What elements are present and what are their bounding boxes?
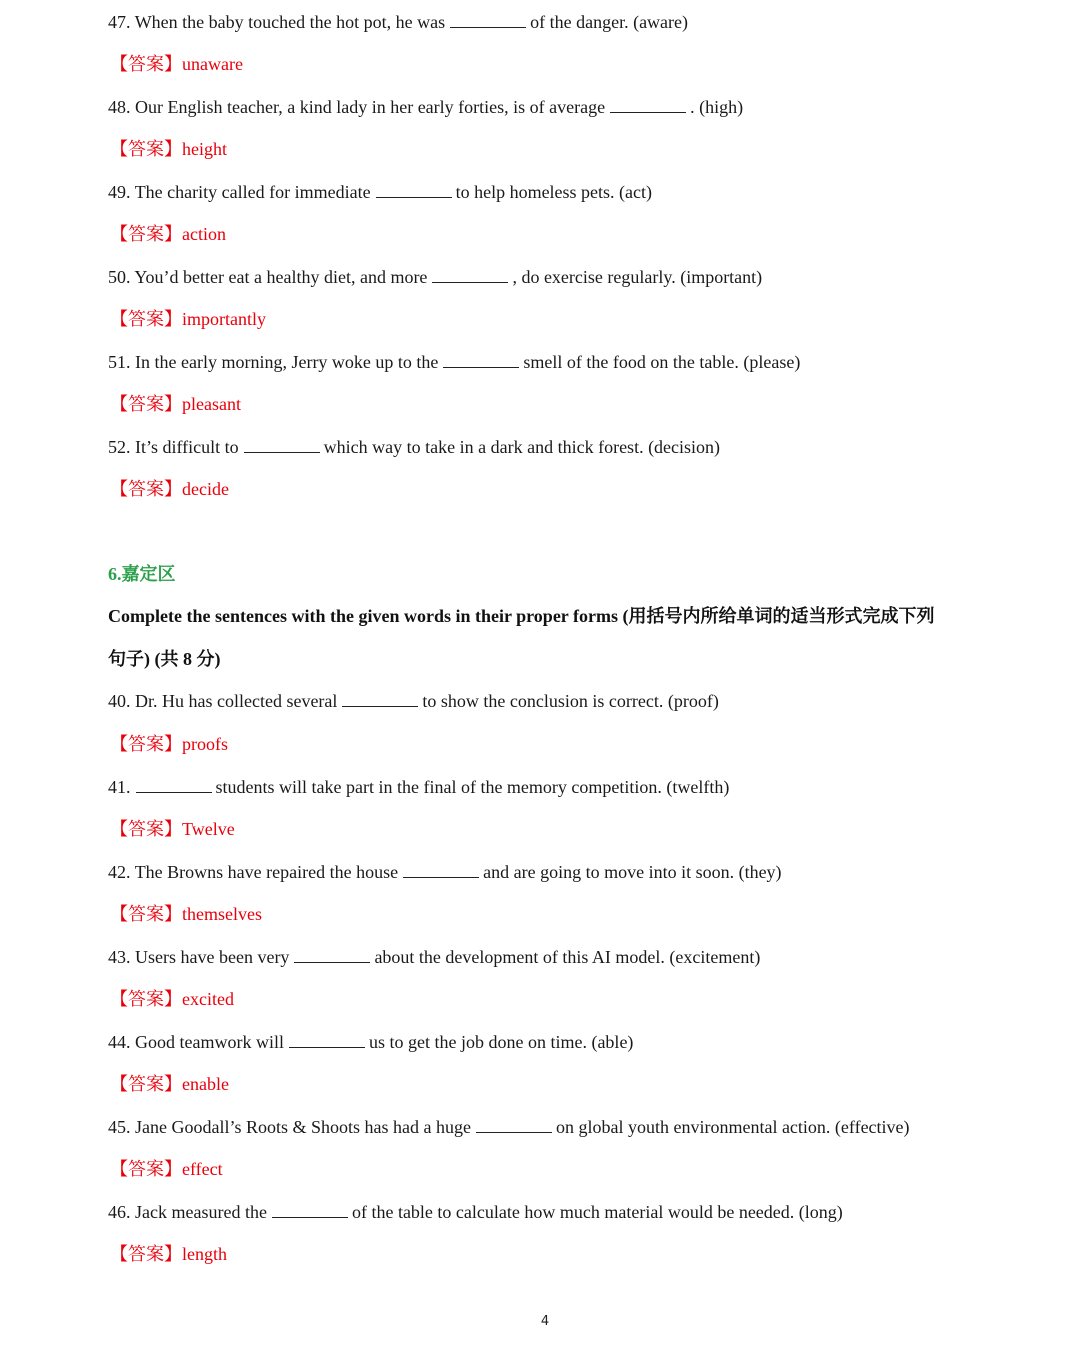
question-41: 41. students will take part in the final of the memory competition. (twelfth): [108, 777, 730, 797]
answer-49: 【答案】action: [110, 224, 226, 244]
answer-blank: [476, 1116, 552, 1133]
question-49: 49. The charity called for immediate to help homeless pets. (act): [108, 182, 653, 202]
answer-blank: [136, 776, 212, 793]
instructions-line-1: Complete the sentences with the given words in their proper forms (用括号内所给单词的适当形式完成下列: [108, 606, 935, 626]
answer-blank: [403, 861, 479, 878]
instructions-line-2: 句子) (共 8 分): [108, 649, 221, 669]
answer-40: 【答案】proofs: [110, 734, 228, 754]
question-47: 47. When the baby touched the hot pot, he was of the danger. (aware): [108, 12, 689, 32]
answer-blank: [289, 1031, 365, 1048]
answer-50: 【答案】importantly: [110, 309, 266, 329]
answer-blank: [432, 266, 508, 283]
question-44: 44. Good teamwork will us to get the job done on time. (able): [108, 1032, 634, 1052]
question-40: 40. Dr. Hu has collected several to show the conclusion is correct. (proof): [108, 691, 719, 711]
question-43: 43. Users have been very about the development of this AI model. (excitement): [108, 947, 761, 967]
answer-46: 【答案】length: [110, 1244, 227, 1264]
answer-44: 【答案】enable: [110, 1074, 229, 1094]
answer-blank: [610, 96, 686, 113]
question-51: 51. In the early morning, Jerry woke up to the smell of the food on the table. (please): [108, 352, 801, 372]
answer-47: 【答案】unaware: [110, 54, 243, 74]
answer-blank: [450, 11, 526, 28]
question-50: 50. You’d better eat a healthy diet, and more , do exercise regularly. (important): [108, 267, 763, 287]
question-48: 48. Our English teacher, a kind lady in her early forties, is of average . (high): [108, 97, 744, 117]
answer-41: 【答案】Twelve: [110, 819, 235, 839]
answer-43: 【答案】excited: [110, 989, 234, 1009]
answer-48: 【答案】height: [110, 139, 227, 159]
answer-blank: [294, 946, 370, 963]
question-46: 46. Jack measured the of the table to calculate how much material would be needed. (long): [108, 1202, 843, 1222]
page-number: 4: [540, 1314, 550, 1329]
answer-blank: [342, 690, 418, 707]
answer-45: 【答案】effect: [110, 1159, 223, 1179]
answer-blank: [376, 181, 452, 198]
question-45: 45. Jane Goodall’s Roots & Shoots has had a huge on global youth environmental action. (effective): [108, 1117, 910, 1137]
answer-51: 【答案】pleasant: [110, 394, 241, 414]
answer-blank: [443, 351, 519, 368]
answer-42: 【答案】themselves: [110, 904, 262, 924]
question-52: 52. It’s difficult to which way to take in a dark and thick forest. (decision): [108, 437, 721, 457]
answer-52: 【答案】decide: [110, 479, 229, 499]
answer-blank: [244, 436, 320, 453]
question-42: 42. The Browns have repaired the house and are going to move into it soon. (they): [108, 862, 782, 882]
answer-blank: [272, 1201, 348, 1218]
section-heading: 6.嘉定区: [108, 564, 176, 584]
